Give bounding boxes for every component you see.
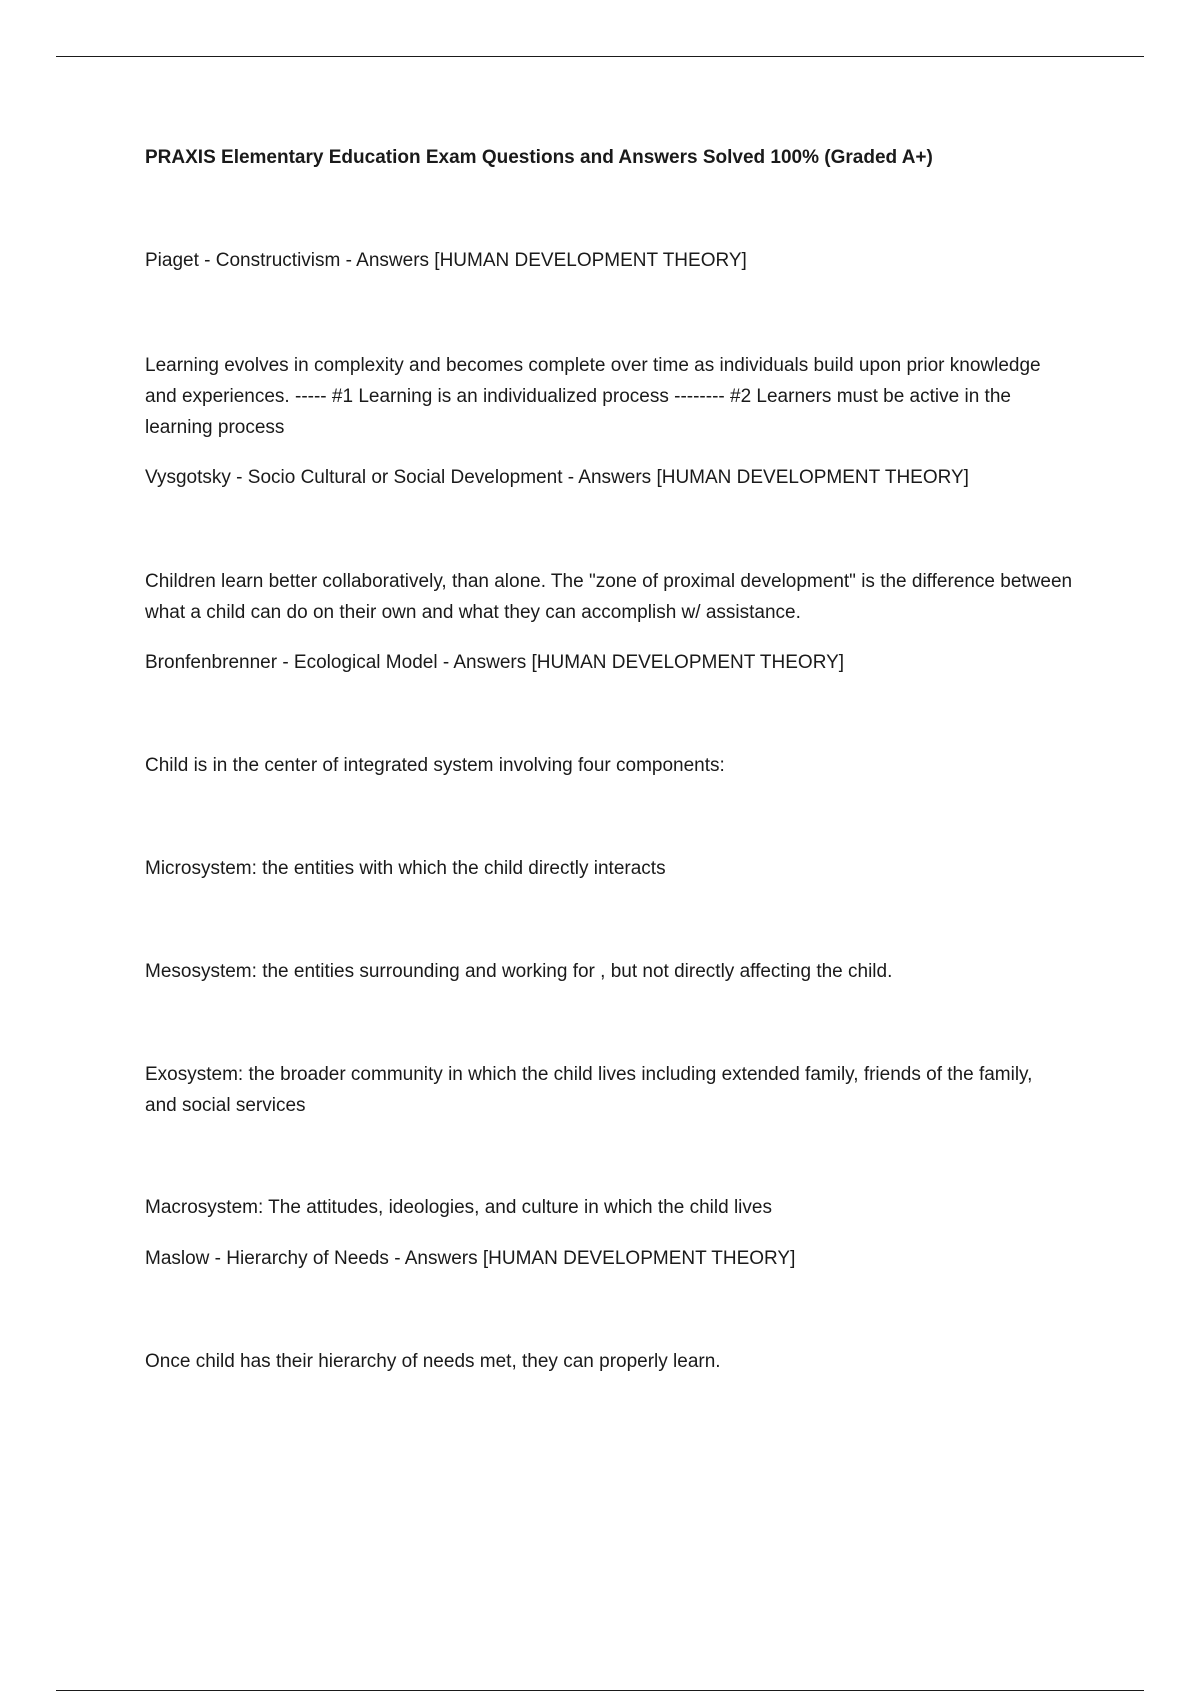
paragraph-piaget-heading: Piaget - Constructivism - Answers [HUMAN DEVELOPMENT THEORY] [145, 250, 747, 271]
paragraph-piaget-answer: Learning evolves in complexity and becomes complete over time as individuals build upon prior knowledge and experiences. ----- #1 Learning is an individualized process -------- #2 Learners must be active in the learning process [145, 355, 1041, 438]
paragraph-vygotsky-answer: Children learn better collaboratively, than alone. The "zone of proximal development" is the difference between what a child can do on their own and what they can accomplish w/ assistance. [145, 571, 1073, 623]
paragraph-maslow-heading: Maslow - Hierarchy of Needs - Answers [HUMAN DEVELOPMENT THEORY] [145, 1248, 796, 1269]
paragraph-mesosystem: Mesosystem: the entities surrounding and working for , but not directly affecting the child. [145, 961, 893, 982]
paragraph-vygotsky-heading: Vysgotsky - Socio Cultural or Social Development - Answers [HUMAN DEVELOPMENT THEORY] [145, 467, 969, 488]
document-title: PRAXIS Elementary Education Exam Questions and Answers Solved 100% (Graded A+) [145, 147, 933, 168]
paragraph-macrosystem: Macrosystem: The attitudes, ideologies, and culture in which the child lives [145, 1197, 772, 1218]
paragraph-maslow-answer: Once child has their hierarchy of needs met, they can properly learn. [145, 1351, 721, 1372]
paragraph-bronfenbrenner-answer: Child is in the center of integrated system involving four components: [145, 755, 725, 776]
bottom-rule [56, 1690, 1144, 1691]
paragraph-bronfenbrenner-heading: Bronfenbrenner - Ecological Model - Answers [HUMAN DEVELOPMENT THEORY] [145, 652, 845, 673]
top-rule [56, 56, 1144, 57]
paragraph-exosystem: Exosystem: the broader community in which the child lives including extended family, friends of the family, and social services [145, 1064, 1033, 1116]
paragraph-microsystem: Microsystem: the entities with which the child directly interacts [145, 858, 666, 879]
